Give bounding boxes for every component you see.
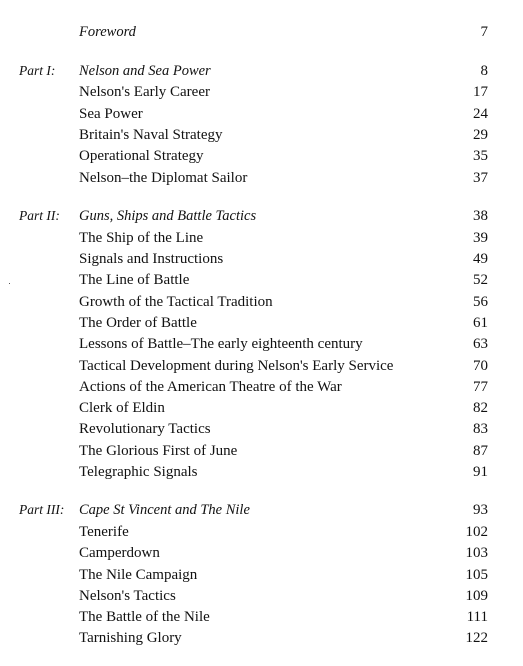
part-label: Part III: [19, 502, 65, 517]
chapter-title: Britain's Naval Strategy [79, 127, 223, 143]
chapter-title: Clerk of Eldin [79, 400, 165, 416]
page-number: 83 [473, 421, 488, 437]
chapter-title: Tactical Development during Nelson's Early Service [79, 358, 394, 374]
page-number: 52 [473, 272, 488, 288]
chapter-title: The Battle of the Nile [79, 609, 210, 625]
chapter-title: Sea Power [79, 106, 143, 122]
page-number: 87 [473, 443, 488, 459]
chapter-title: Nelson's Tactics [79, 588, 176, 604]
page-number: 17 [473, 84, 488, 100]
chapter-title: Telegraphic Signals [79, 464, 198, 480]
page-number: 24 [473, 106, 488, 122]
toc-entry-row [0, 82, 523, 102]
chapter-title: Lessons of Battle–The early eighteenth century [79, 336, 363, 352]
page-number: 35 [473, 148, 488, 164]
page-number: 8 [480, 63, 488, 79]
page-number: 61 [473, 315, 488, 331]
page-number: 63 [473, 336, 488, 352]
toc-entry-row [0, 522, 523, 542]
toc-entry-row [0, 334, 523, 354]
toc-heading-row [0, 500, 523, 520]
chapter-title: Revolutionary Tactics [79, 421, 211, 437]
page-number: 70 [473, 358, 488, 374]
toc-heading-row [0, 206, 523, 226]
page-number: 93 [473, 502, 488, 518]
toc-entry-row [0, 168, 523, 188]
chapter-title: Camperdown [79, 545, 160, 561]
toc-entry-row [0, 628, 523, 648]
chapter-title: Actions of the American Theatre of the War [79, 379, 342, 395]
toc-entry-row [0, 565, 523, 585]
toc-entry-row [0, 441, 523, 461]
chapter-title: Nelson–the Diplomat Sailor [79, 170, 248, 186]
section-title: Foreword [79, 24, 136, 40]
toc-entry-row [0, 249, 523, 269]
toc-entry-row [0, 377, 523, 397]
section-title: Guns, Ships and Battle Tactics [79, 208, 257, 224]
section-title: Nelson and Sea Power [79, 63, 211, 79]
toc-entry-row [0, 292, 523, 312]
page-number: 111 [466, 609, 488, 625]
page-number: 102 [465, 524, 488, 540]
part-label: Part II: [19, 208, 60, 223]
chapter-title: Tenerife [79, 524, 129, 540]
toc-entry-row [0, 125, 523, 145]
chapter-title: Signals and Instructions [79, 251, 224, 267]
chapter-title: Tarnishing Glory [79, 630, 182, 646]
toc-entry-row [0, 543, 523, 563]
chapter-title: Operational Strategy [79, 148, 204, 164]
page-number: 7 [480, 24, 488, 40]
chapter-title: The Ship of the Line [79, 230, 204, 246]
page-number: 122 [465, 630, 488, 646]
part-label: Part I: [19, 63, 56, 78]
toc-entry-row [0, 270, 523, 290]
page-number: 49 [473, 251, 488, 267]
page-number: 91 [473, 464, 488, 480]
page-number: 39 [473, 230, 488, 246]
toc-entry-row [0, 356, 523, 376]
toc-entry-row [0, 228, 523, 248]
toc-heading-row [0, 22, 523, 42]
toc-heading-row [0, 61, 523, 81]
toc-entry-row [0, 607, 523, 627]
section-title: Cape St Vincent and The Nile [79, 502, 250, 518]
chapter-title: The Glorious First of June [79, 443, 238, 459]
toc-entry-row [0, 398, 523, 418]
toc-entry-row [0, 313, 523, 333]
page-number: 37 [473, 170, 488, 186]
page-number: 82 [473, 400, 488, 416]
toc-entry-row [0, 462, 523, 482]
toc-entry-row [0, 586, 523, 606]
page-number: 105 [465, 567, 488, 583]
toc-entry-row [0, 104, 523, 124]
page-number: 56 [473, 294, 488, 310]
chapter-title: Nelson's Early Career [79, 84, 210, 100]
chapter-title: The Nile Campaign [79, 567, 198, 583]
toc-entry-row [0, 419, 523, 439]
page-number: 29 [473, 127, 488, 143]
page-number: 103 [465, 545, 488, 561]
chapter-title: The Order of Battle [79, 315, 197, 331]
page-number: 77 [473, 379, 488, 395]
toc-entry-row [0, 146, 523, 166]
page-number: 38 [473, 208, 488, 224]
page-number: 109 [465, 588, 488, 604]
chapter-title: The Line of Battle [79, 272, 190, 288]
chapter-title: Growth of the Tactical Tradition [79, 294, 273, 310]
